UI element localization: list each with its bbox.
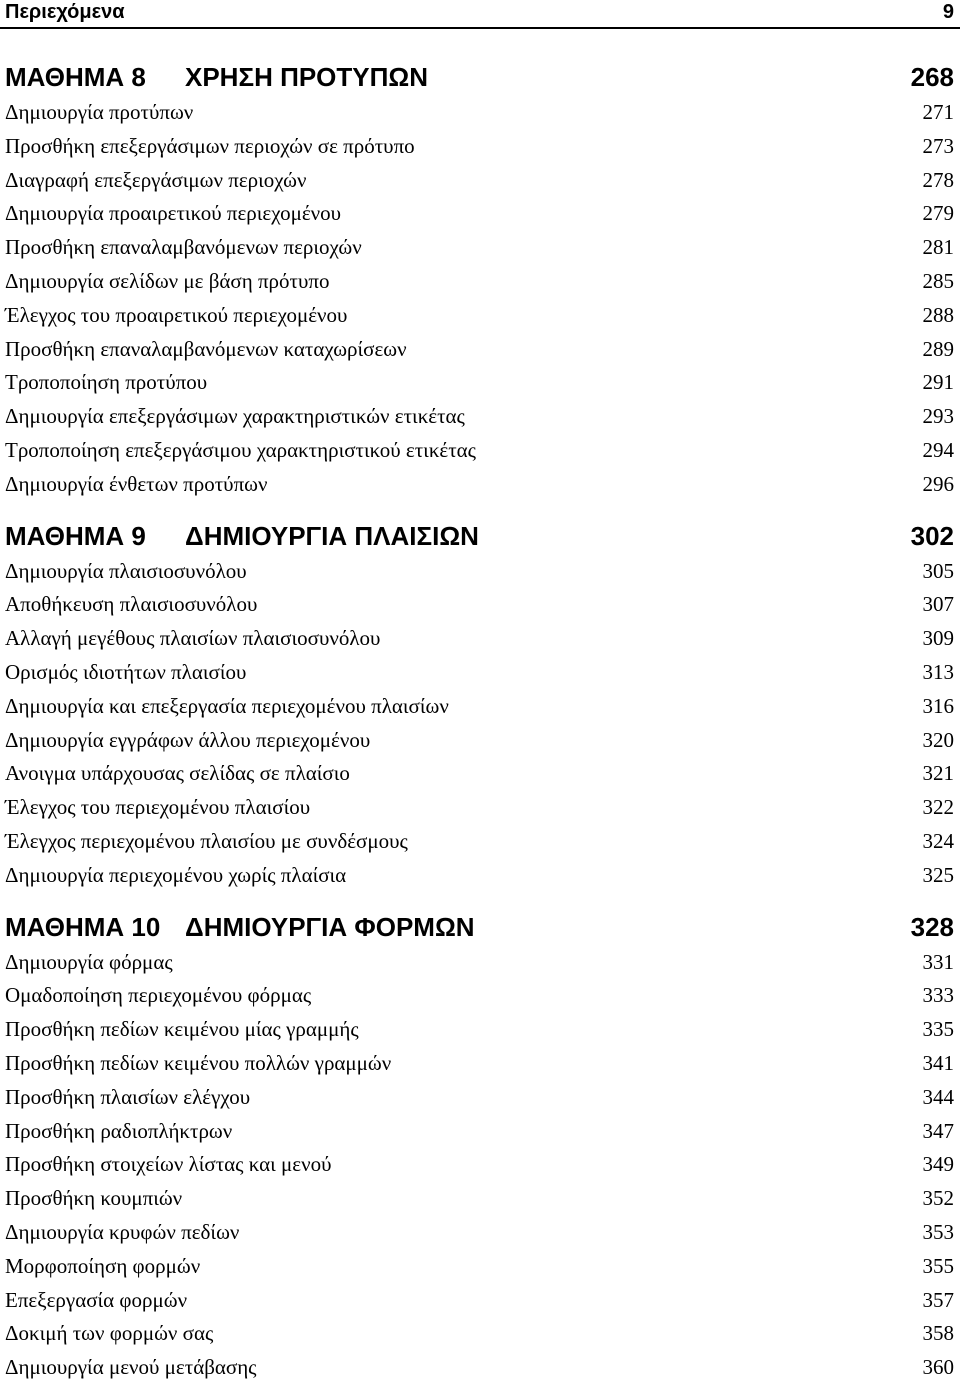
toc-entry-page: 360 [922,1355,954,1380]
toc-entry-page: 355 [922,1253,954,1278]
toc-entry-label: Έλεγχος περιεχομένου πλαισίου με συνδέσμους [5,828,408,853]
page-header [0,0,960,24]
toc-entry[interactable] [0,724,960,758]
toc-entry-label: Ορισμός ιδιοτήτων πλαισίου [5,659,247,684]
toc-entry[interactable] [0,1182,960,1216]
lesson-heading[interactable] [0,58,960,96]
page-title: Περιεχόμενα [5,1,125,23]
toc-entry[interactable] [0,1250,960,1284]
toc-entry[interactable] [0,400,960,434]
toc-entry-label: Τροποποίηση επεξεργάσιμου χαρακτηριστικού ετικέτας [5,437,476,462]
toc-entry-label: Δημιουργία προτύπων [5,100,194,124]
toc-entry-label: Δημιουργία προαιρετικού περιεχομένου [5,201,342,226]
toc-entry-label: Μορφοποίηση φορμών [5,1253,201,1278]
toc-entry-page: 309 [922,626,954,651]
toc-entry-page: 320 [922,727,954,752]
toc-entry-page: 307 [922,592,954,617]
lesson-number: ΜΑΘΗΜΑ 10 [5,911,161,942]
toc-entry-label: Δημιουργία ένθετων προτύπων [5,471,268,496]
toc-entry-label: Δοκιμή των φορμών σας [5,1321,214,1346]
header-divider [0,27,960,29]
toc-entry-label: Προσθήκη στοιχείων λίστας και μενού [5,1152,332,1177]
toc-entry-label: Δημιουργία επεξεργάσιμων χαρακτηριστικών ετικέτας [5,404,465,429]
toc-entry[interactable] [0,588,960,622]
toc-entry-label: Ανοιγμα υπάρχουσας σελίδας σε πλαίσιο [5,761,350,786]
toc-entry-page: 358 [922,1321,954,1346]
toc-entry[interactable] [0,1284,960,1318]
toc-entry[interactable] [0,1148,960,1182]
toc-entry-page: 288 [922,302,954,327]
toc-entry[interactable] [0,1216,960,1250]
toc-entry[interactable] [0,231,960,265]
toc-entry[interactable] [0,434,960,468]
lesson-section [0,517,960,893]
lesson-title [5,58,428,96]
toc-entry-page: 325 [922,862,954,887]
toc-entry-label: Δημιουργία σελίδων με βάση πρότυπο [5,268,330,293]
toc-entry-page: 349 [922,1152,954,1177]
toc-entry[interactable] [0,1317,960,1351]
toc-entry-page: 271 [922,100,954,124]
toc-entry-label: Προσθήκη επεξεργάσιμων περιοχών σε πρότυπο [5,133,415,158]
toc-entry[interactable] [0,1351,960,1385]
toc-entry[interactable] [0,1081,960,1115]
toc-entry-label: Δημιουργία φόρμας [5,949,173,974]
toc-entry-label: Ομαδοποίηση περιεχομένου φόρμας [5,983,312,1008]
toc-entry-page: 352 [922,1186,954,1211]
page-number: 9 [942,1,954,23]
toc-entry-page: 294 [922,437,954,462]
toc-entry[interactable] [0,1115,960,1149]
toc-entry-label: Προσθήκη επαναλαμβανόμενων περιοχών [5,235,362,260]
toc-entry-page: 316 [922,693,954,718]
toc-entry-page: 278 [922,167,954,192]
toc-entry[interactable] [0,265,960,299]
toc-entry-label: Διαγραφή επεξεργάσιμων περιοχών [5,167,307,192]
lesson-name: ΧΡΗΣΗ ΠΡΟΤΥΠΩΝ [185,62,429,92]
toc-entry[interactable] [0,1047,960,1081]
toc-entry-page: 321 [922,761,954,786]
toc-entry-page: 333 [922,983,954,1008]
toc-entry-page: 285 [922,268,954,293]
toc-entry-label: Δημιουργία μενού μετάβασης [5,1355,257,1380]
lesson-title [5,908,475,946]
toc-entry-label: Προσθήκη πεδίων κειμένου πολλών γραμμών [5,1050,392,1075]
toc-entry[interactable] [0,946,960,980]
table-of-contents [0,58,960,1385]
toc-entry[interactable] [0,757,960,791]
lesson-page-number: 302 [910,520,954,551]
toc-entry[interactable] [0,555,960,589]
toc-entry-page: 341 [922,1050,954,1075]
toc-entry-page: 344 [922,1084,954,1109]
toc-entry-label: Αλλαγή μεγέθους πλαισίων πλαισιοσυνόλου [5,626,381,651]
toc-entry[interactable] [0,979,960,1013]
toc-entry[interactable] [0,622,960,656]
toc-entry-label: Δημιουργία πλαισιοσυνόλου [5,558,247,583]
toc-entry-label: Προσθήκη ραδιοπλήκτρων [5,1118,233,1143]
toc-entry[interactable] [0,197,960,231]
toc-entry[interactable] [0,366,960,400]
toc-entry-label: Δημιουργία και επεξεργασία περιεχομένου πλαισίων [5,693,449,718]
toc-entry-label: Επεξεργασία φορμών [5,1287,188,1312]
lesson-title [5,517,479,555]
toc-entry-page: 353 [922,1219,954,1244]
toc-entry-page: 331 [922,949,954,974]
toc-entry-label: Τροποποίηση προτύπου [5,370,208,395]
toc-entry-label: Έλεγχος του προαιρετικού περιεχομένου [5,302,348,327]
lesson-name: ΔΗΜΙΟΥΡΓΙΑ ΦΟΡΜΩΝ [185,911,475,942]
lesson-section [0,58,960,502]
lesson-section [0,908,960,1385]
toc-entry[interactable] [0,791,960,825]
toc-entry[interactable] [0,859,960,893]
toc-entry-page: 281 [922,235,954,260]
toc-entry-label: Προσθήκη κουμπιών [5,1186,183,1211]
toc-entry[interactable] [0,130,960,164]
toc-entry-page: 291 [922,370,954,395]
toc-entry-label: Δημιουργία κρυφών πεδίων [5,1219,240,1244]
toc-entry-page: 273 [922,133,954,158]
toc-entry-page: 357 [922,1287,954,1312]
toc-entry-page: 289 [922,336,954,361]
lesson-name: ΔΗΜΙΟΥΡΓΙΑ ΠΛΑΙΣΙΩΝ [185,520,479,551]
toc-entry[interactable] [0,656,960,690]
lesson-page-number: 268 [910,62,954,92]
lesson-page-number: 328 [910,911,954,942]
toc-entry-label: Δημιουργία εγγράφων άλλου περιεχομένου [5,727,371,752]
toc-entry-label: Προσθήκη πεδίων κειμένου μίας γραμμής [5,1017,359,1042]
toc-entry-page: 296 [922,471,954,496]
toc-entry-page: 293 [922,404,954,429]
toc-entry[interactable] [0,333,960,367]
toc-entry[interactable] [0,690,960,724]
toc-entry-page: 347 [922,1118,954,1143]
toc-entry-page: 313 [922,659,954,684]
toc-entry[interactable] [0,96,960,130]
lesson-number: ΜΑΘΗΜΑ 9 [5,520,146,551]
toc-entry-page: 335 [922,1017,954,1042]
toc-entry-label: Έλεγχος του περιεχομένου πλαισίου [5,795,311,820]
toc-entry-label: Αποθήκευση πλαισιοσυνόλου [5,592,258,617]
toc-entry[interactable] [0,468,960,502]
toc-entry-page: 324 [922,828,954,853]
toc-entry[interactable] [0,299,960,333]
lesson-heading[interactable] [0,517,960,555]
toc-entry-label: Δημιουργία περιεχομένου χωρίς πλαίσια [5,862,347,887]
toc-entry-page: 305 [922,558,954,583]
toc-entry-page: 322 [922,795,954,820]
toc-entry[interactable] [0,1013,960,1047]
lesson-number: ΜΑΘΗΜΑ 8 [5,62,146,92]
toc-entry-page: 279 [922,201,954,226]
toc-entry[interactable] [0,825,960,859]
lesson-heading[interactable] [0,908,960,946]
toc-entry-label: Προσθήκη πλαισίων ελέγχου [5,1084,251,1109]
toc-entry-label: Προσθήκη επαναλαμβανόμενων καταχωρίσεων [5,336,407,361]
toc-entry[interactable] [0,164,960,198]
